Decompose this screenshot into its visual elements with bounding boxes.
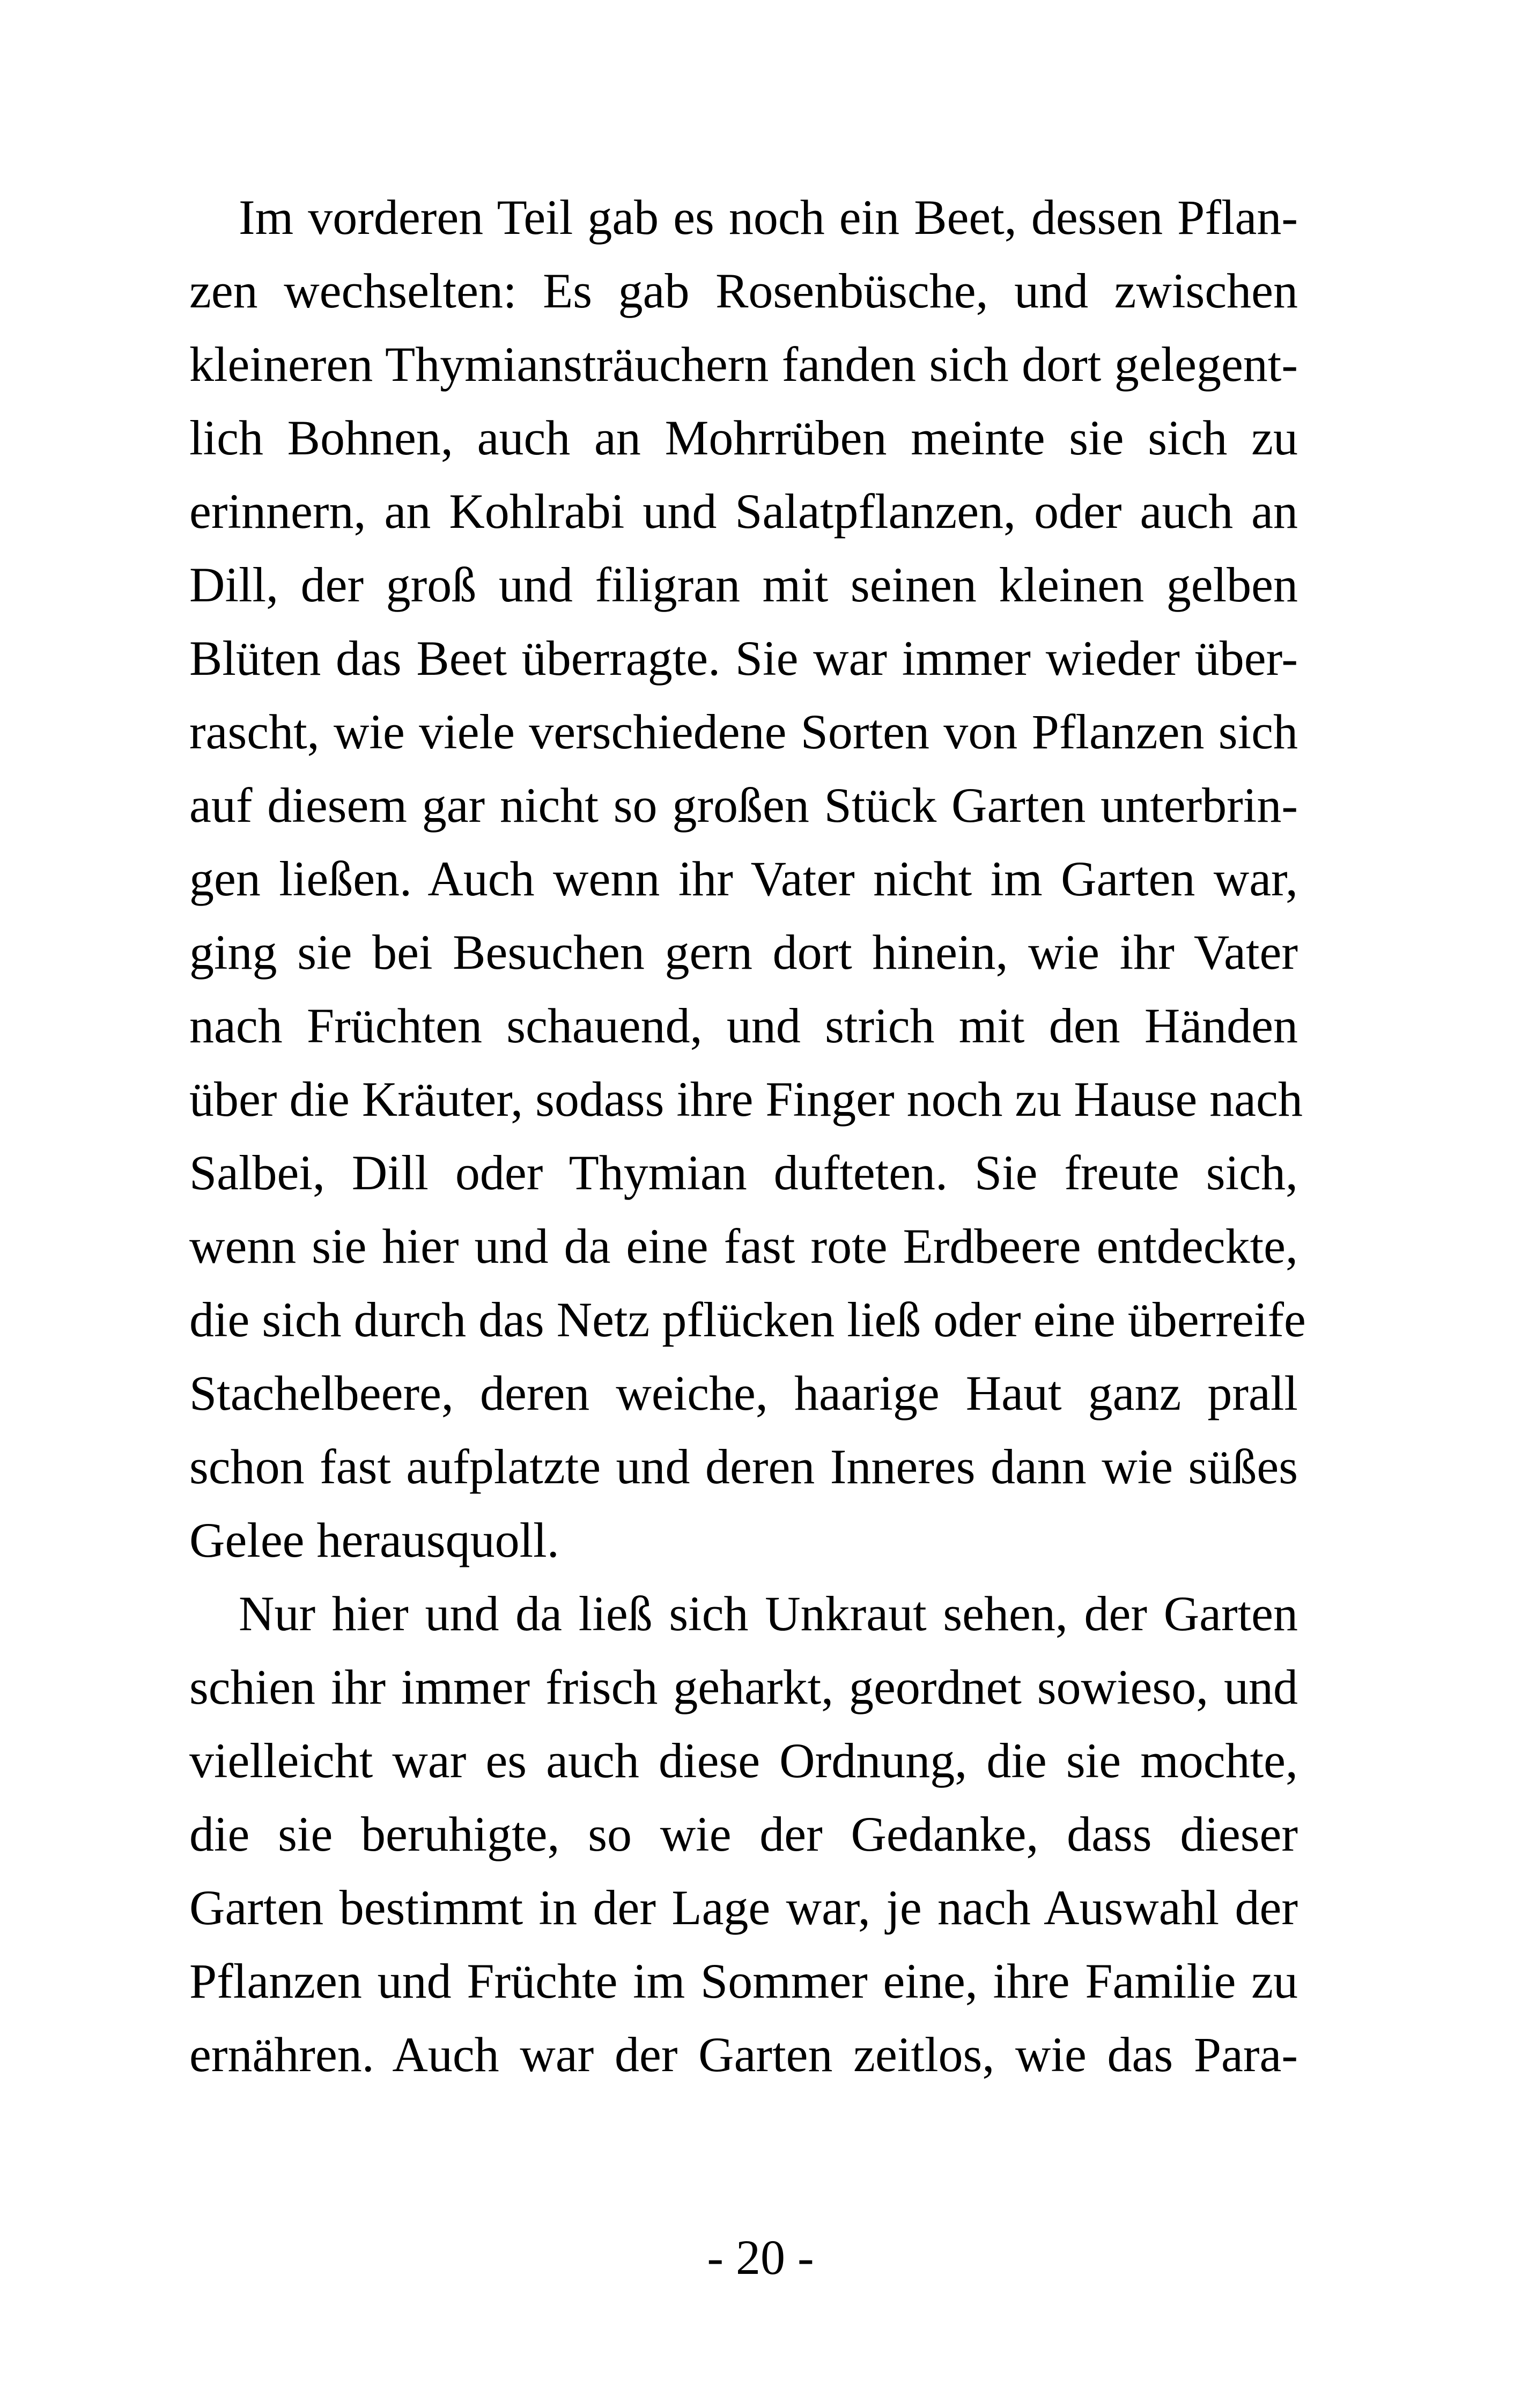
text-line: erinnern, an Kohlrabi und Salatpflanzen, oder auch an <box>189 484 1298 539</box>
text-line: Stachelbeere, deren weiche, haarige Haut ganz prall <box>189 1366 1298 1420</box>
page-number: - 20 - <box>707 2230 814 2285</box>
text-line: wenn sie hier und da eine fast rote Erdbeere entdeckte, <box>189 1219 1298 1273</box>
text-line: Im vorderen Teil gab es noch ein Beet, dessen Pflan- <box>239 190 1298 245</box>
text-line: die sich durch das Netz pflücken ließ oder eine überreife <box>189 1292 1306 1347</box>
text-line: Dill, der groß und filigran mit seinen kleinen gelben <box>189 557 1298 612</box>
text-line: Nur hier und da ließ sich Unkraut sehen, der Garten <box>239 1586 1298 1641</box>
text-line: Gelee herausquoll. <box>189 1513 559 1567</box>
text-line: lich Bohnen, auch an Mohrrüben meinte sie sich zu <box>189 410 1298 465</box>
text-line: ernähren. Auch war der Garten zeitlos, wie das Para- <box>189 2027 1298 2082</box>
text-line: Pflanzen und Früchte im Sommer eine, ihre Familie zu <box>189 1954 1298 2008</box>
text-line: die sie beruhigte, so wie der Gedanke, dass dieser <box>189 1807 1298 1861</box>
text-line: schon fast aufplatzte und deren Inneres dann wie süßes <box>189 1439 1298 1494</box>
text-line: schien ihr immer frisch geharkt, geordnet sowieso, und <box>189 1660 1298 1714</box>
text-line: zen wechselten: Es gab Rosenbüsche, und zwischen <box>189 263 1298 318</box>
body-text <box>189 181 1306 2092</box>
text-line: über die Kräuter, sodass ihre Finger noch zu Hause nach <box>189 1072 1303 1126</box>
text-line: Salbei, Dill oder Thymian dufteten. Sie freute sich, <box>189 1145 1298 1200</box>
text-line: ging sie bei Besuchen gern dort hinein, wie ihr Vater <box>189 925 1298 980</box>
text-line: kleineren Thymiansträuchern fanden sich dort gelegent- <box>189 337 1298 392</box>
text-line: Blüten das Beet überragte. Sie war immer wieder über- <box>189 631 1298 686</box>
text-line: rascht, wie viele verschiedene Sorten von Pflanzen sich <box>189 704 1298 759</box>
text-line: nach Früchten schauend, und strich mit den Händen <box>189 998 1298 1053</box>
text-line: vielleicht war es auch diese Ordnung, die sie mochte, <box>189 1733 1298 1788</box>
text-line: Garten bestimmt in der Lage war, je nach Auswahl der <box>189 1880 1298 1935</box>
text-line: auf diesem gar nicht so großen Stück Garten unterbrin- <box>189 778 1298 833</box>
text-line: gen ließen. Auch wenn ihr Vater nicht im Garten war, <box>189 851 1298 906</box>
